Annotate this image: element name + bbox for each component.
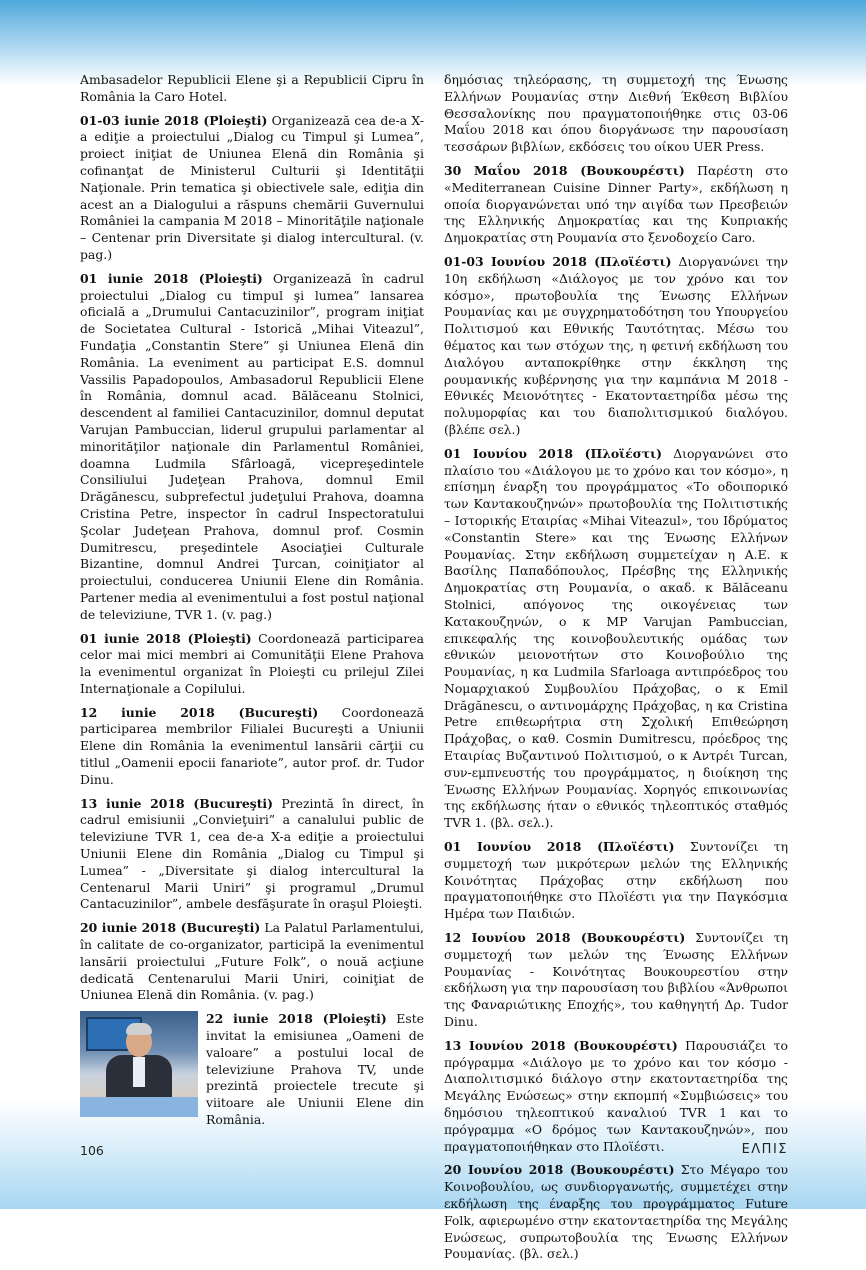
paragraph-text: Este invitat la emisiunea „Oameni de valoare” a postului local de televiziune Prahova TV, unde prezintă proiectele trecute şi viitoare ale Uniunii Elene din România. [206,1011,425,1128]
paragraph-text: Διοργανώνει στο πλαίσιο του «Διάλογου με το χρόνο και τον κόσμο», η επίσημη έναρξη του προγράμματος «Το οδοιπορικό των Καντακουζηνών» πρωτοβουλία της Πολιτιστικής – Ιστορικής Εταιρίας «Mihai Viteazul», του Ιδρύματος «Constantin Stere» και της Ένωσης Ελλήνων Ρουμανίας. Στην εκδήλωση συμμετείχαν η Α.Ε. κ Βασίλης Παπαδόπουλος, Πρέσβης της Ελληνικής Δημοκρατίας στη Ρουμανία, ο ακαδ. κ Bălăceanu Stolnici, απόγονος της οικογένειας των Κατακουζηνών, ο κ MP Varujan Pambuccian, επικεφαλής της κοινοβουλευτικής ομάδας των εθνικών μειονοτήτων στο Κοινοβούλιο της Ρουμανίας, η κα Ludmila Sfarloaga αντιπρόεδρος του Νομαρχιακού Συμβουλίου Πράχοβας, ο κ Emil Drăgănescu, ο αντινομάρχης Πράχοβας, η κα Cristina Petre επιθεωρήτρια στη Σχολική Επιθεώρηση Πράχοβας, ο καθ. Cosmin Dumitrescu, πρόεδρος της Εταιρίας Βυζαντινού Πολιτισμού, ο κ Αντρέι Turcan, συν-εμπνευστής του προγράμματος, η διοίκηση της Ένωσης Ελλήνων Ρουμανίας. Χορηγός επικοινωνίας της εκδήλωσης ήταν ο εθνικός τηλεοπτικός σταθμός TVR 1. (βλ. σελ.). [444,445,788,831]
event-date: 12 iunie 2018 (Bucureşti) [80,704,319,720]
paragraph-text: Organizează în cadrul proiectului „Dialog cu timpul şi lumea” lansarea oficială a „Drumului Cantacuzinilor”, program iniţiat de Societatea Cultural - Istorică „Mihai Viteazul”, Fundaţia „Constantin Stere” şi Uniunea Elenă din România. La eveniment au participat E.S. domnul Vassilis Papadopoulos, Ambasadorul Republicii Elene în România, domnul acad. Bălăceanu Stolnici, descendent al familiei Cantacuzinilor, domnul deputat Varujan Pambuccian, liderul grupului parlamentar al minorităţilor naţionale din Parlamentul României, doamna Ludmila Sfârloagă, vicepreşedintele Consiliului Judeţean Prahova, domnul Emil Drăgănescu, subprefectul judeţului Prahova, doamna Cristina Petre, inspector în cadrul Inspectoratului Şcolar Judeţean Prahova, domnul prof. Cosmin Dumitrescu, preşedintele Asociaţiei Culturale Bizantine, domnul Andrei Ţurcan, coiniţiator al proiectului, conducerea Uniunii Elene din România. Partener media al evenimentului a fost postul naţional de televiziune, TVR 1. (v. pag.) [80,270,425,622]
event-date: 22 iunie 2018 (Ploieşti) [206,1011,387,1027]
event-date: 01 Ιουνίου 2018 (Πλοϊέστι) [444,839,675,855]
paragraph-text: δημόσιας τηλεόρασης, τη συμμετοχή της Ένωσης Ελλήνων Ρουμανίας στην Διεθνή Έκθεση Βιβλίου Θεσσαλονίκης που πραγματοποιήθηκε στις 03-06 Μαΐου 2018 και όπου διοργάνωσε την παρουσίαση τεσσάρων βιβλίων, εκδόσεις του οίκου UER Press. [444,72,788,155]
paragraph [80,113,424,264]
event-date: 20 iunie 2018 (Bucureşti) [80,920,261,936]
paragraph [444,839,788,923]
paragraph [444,163,788,247]
paragraph-text: Συντονίζει τη συμμετοχή των μικρότερων μελών της Ελληνικής Κοινότητας Πράχοβας στην εκδήλωση που πραγματοποιήθηκε στο Πλοϊέστι για την Παγκόσμια Ημέρα των Παιδιών. [444,839,788,922]
event-date: 01-03 Ιουνίου 2018 (Πλοϊέστι) [444,253,672,269]
paragraph-text: Organizează cea de-a X-a ediţie a proiectului „Dialog cu Timpul şi Lumea”, proiect iniţiat de Uniunea Elenă din România şi cofinanţat de Ministerul Culturii şi Identităţii Naţionale. Prin tematica şi obiectivele sale, ediţia din acest an a Dialogului a răspuns chemării Guvernului României la campania M 2018 – Minorităţile naţionale – Centenar prin Diversitate şi dialog intercultural. (v. pag.) [80,112,424,262]
paragraph-text: Στο Μέγαρο του Κοινοβουλίου, ως συνδιοργανωτής, συμμετέχει στην εκδήλωση της έναρξης του προγράμματος Future Folk, αφιερωμένο στην εκατονταετηρίδα της Μεγάλης Ενώσεως, συπρωτοβουλία της Ένωσης Ελλήνων Ρουμανίας. (βλ. σελ.) [444,1162,788,1262]
paragraph [80,631,424,698]
photo-caption-paragraph [206,1011,424,1129]
event-date: 30 Μαΐου 2018 (Βουκουρέστι) [444,162,685,178]
paragraph-text: Παρουσιάζει το πρόγραμμα «Διάλογο με το χρόνο και τον κόσμο - Διαπολιτισμικό διάλογο στην εκατονταετηρίδα της Μεγάλης Ενώσεως» στην εκπομπή «Συμβιώσεις» του δημόσιου τηλεοπτικού καναλιού TVR 1 και το πρόγραμμα «Ο δρόμος των Καντακουζηνών», που πραγματοποιήθηκαν στο Πλοϊέστι. [444,1037,788,1154]
paragraph-text: Ambasadelor Republicii Elene şi a Republicii Cipru în România la Caro Hotel. [80,72,424,104]
paragraph-text: Coordonează participarea membrilor Filialei Bucureşti a Uniunii Elene din România la evenimentul lansării cărţii cu titlul „Oamenii epocii fanariote”, autor prof. dr. Tudor Dinu. [80,704,424,787]
event-date: 01 iunie 2018 (Ploieşti) [80,630,252,646]
event-date: 01-03 iunie 2018 (Ploieşti) [80,112,268,128]
left-column [80,72,425,1128]
paragraph-text: Coordonează participarea celor mai mici membri ai Comunităţii Elene Prahova la evenimentul organizat în Ploieşti cu prilejul Zilei Internaţionale a Copilului. [80,630,424,696]
event-date: 13 iunie 2018 (Bucureşti) [80,795,273,811]
paragraph [444,446,788,832]
journal-name: ΕΛΠΙΣ [741,1142,788,1157]
event-date: 12 Ιουνίου 2018 (Βουκουρέστι) [444,930,686,946]
paragraph [444,930,788,1031]
right-column [444,72,788,1270]
paragraph [80,72,424,106]
paragraph-text: Διοργανώνει την 10η εκδήλωση «Διάλογος με τον χρόνο και τον κόσμο», πρωτοβουλία της Ένωσης Ελλήνων Ρουμανίας και με συγχρηματοδότηση του Υπουργείου Πολιτισμού και Εθνικής Ταυτότητας. Μέσω του θέματος και των στόχων της, η φετινή εκδήλωση του Διαλόγου ανταποκρίθηκε στην έκκληση της ρουμανικής κυβέρνησης για την καμπάνια Μ 2018 - Εθνικές Μειονότητες - Εκατονταετηρίδα μέσω της πολυμορφίας και του διαπολιτισμικού διαλόγου. (βλέπε σελ.) [444,253,788,437]
paragraph [444,254,788,439]
paragraph-text: Prezintă în direct, în cadrul emisiunii „Convieţuiri” a canalului public de televiziune TVR 1, cea de-a X-a ediţie a proiectului Uniunii Elene din România „Dialog cu Timpul şi Lumea” - „Diversitate şi dialog intercultural la Centenarul Marii Uniri” şi programul „Drumul Cantacuzinilor”, ambele desfăşurate în oraşul Ploieşti. [80,795,424,912]
event-date: 01 Ιουνίου 2018 (Πλοϊέστι) [444,445,663,461]
paragraph-text: La Palatul Parlamentului, în calitate de co-organizator, participă la evenimentul lansării proiectului „Future Folk”, o nouă acţiune dedicată Centenarului Marii Uniri, coiniţiat de Uniunea Elenă din România. (v. pag.) [80,920,424,1003]
page-number: 106 [80,1143,104,1158]
paragraph [80,705,424,789]
event-date: 20 Ιουνίου 2018 (Βουκουρέστι) [444,1162,675,1178]
paragraph-text: Παρέστη στο «Mediterranean Cuisine Dinner Party», εκδήλωση η οποία διοργανώνεται υπό την αιγίδα των Πρεσβειών της Ελληνικής Δημοκρατίας και της Κυπριακής Δημοκρατίας στη Ρουμανία στο ξενοδοχείο Caro. [444,162,788,246]
paragraph [80,796,424,914]
paragraph [80,271,424,624]
paragraph [80,920,424,1004]
paragraph-text: Συντονίζει τη συμμετοχή των μελών της Ένωσης Ελλήνων Ρουμανίας - Κοινότητας Βουκουρεστίου στην εκδήλωση για την παρουσίαση του βιβλίου «Άνθρωποι της Φαναριώτικης Εποχής», του καθηγητή Δρ. Tudor Dinu. [444,930,788,1030]
event-date: 13 Ιουνίου 2018 (Βουκουρέστι) [444,1037,678,1053]
paragraph [444,72,788,156]
tv-studio-photo [80,1011,198,1117]
paragraph [444,1162,788,1263]
event-date: 01 iunie 2018 (Ploieşti) [80,270,263,286]
photo-block [80,1011,425,1128]
paragraph [444,1038,788,1156]
